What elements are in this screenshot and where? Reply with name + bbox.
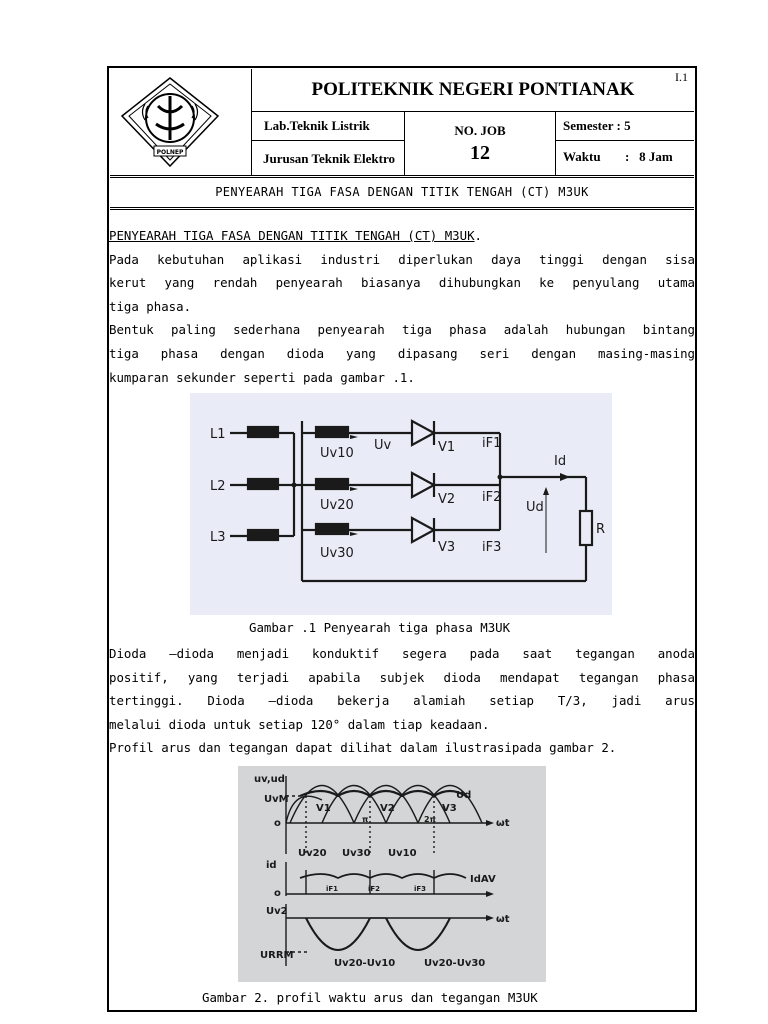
page-number: I.1 — [675, 70, 688, 84]
job-number: 12 — [470, 141, 490, 164]
waktu-label: Waktu — [563, 149, 601, 164]
svg-text:o: o — [274, 818, 281, 829]
svg-text:Uv30: Uv30 — [320, 546, 354, 561]
svg-text:V2: V2 — [438, 492, 456, 507]
svg-text:Uv20-Uv10: Uv20-Uv10 — [334, 958, 396, 969]
svg-text:iF1: iF1 — [326, 885, 339, 893]
svg-text:Uv20: Uv20 — [320, 498, 354, 513]
svg-text:V1: V1 — [438, 440, 456, 455]
figure2-waveform-diagram — [238, 766, 546, 982]
paragraph-line: tiga phasa dengan dioda yang dipasang seri dengan masing-masing — [109, 345, 695, 361]
job-label: NO. JOB — [454, 123, 506, 138]
paragraph-line: Dioda –dioda menjadi konduktif segera pada saat tegangan anoda — [109, 646, 695, 661]
paragraph-line: melalui dioda untuk setiap 120° dalam tiap keadaan. — [109, 716, 490, 732]
svg-text:V3: V3 — [438, 540, 456, 555]
svg-text:L3: L3 — [210, 530, 226, 545]
polnep-logo — [118, 76, 222, 169]
svg-text:R: R — [596, 522, 606, 537]
svg-text:Uv10: Uv10 — [388, 848, 417, 859]
svg-text:iF1: iF1 — [482, 436, 502, 451]
section2-text — [109, 642, 695, 760]
paragraph-line: kumparan sekunder seperti pada gambar .1. — [109, 369, 415, 385]
svg-text:ωt: ωt — [496, 914, 510, 925]
svg-text:π: π — [362, 815, 369, 824]
svg-text:L1: L1 — [210, 427, 226, 442]
paragraph-line: Bentuk paling sederhana penyearah tiga phasa adalah hubungan bintang — [109, 322, 695, 338]
svg-text:ωt: ωt — [496, 818, 510, 829]
svg-text:Ud: Ud — [456, 790, 472, 801]
figure1-circuit-diagram — [190, 393, 612, 615]
svg-text:iF2: iF2 — [368, 885, 381, 893]
figure1-caption: Gambar .1 Penyearah tiga phasa M3UK — [249, 620, 511, 635]
document-subtitle: PENYEARAH TIGA FASA DENGAN TITIK TENGAH (CT) M3UK — [215, 185, 589, 199]
waktu-value: : 8 Jam — [625, 149, 673, 164]
svg-text:iF3: iF3 — [414, 885, 427, 893]
svg-text:2π: 2π — [424, 815, 436, 824]
svg-text:o: o — [274, 888, 281, 899]
lab-name: Lab.Teknik Listrik — [264, 118, 370, 133]
svg-text:URRM: URRM — [260, 950, 294, 961]
semester: Semester : 5 — [563, 118, 631, 133]
paragraph-line: tiga phasa. — [109, 298, 192, 314]
svg-text:Ud: Ud — [526, 500, 544, 515]
svg-text:V3: V3 — [442, 803, 457, 814]
svg-text:Uv10: Uv10 — [320, 446, 354, 461]
svg-text:V2: V2 — [380, 803, 395, 814]
figure2-caption: Gambar 2. profil waktu arus dan tegangan M3UK — [202, 990, 538, 1005]
section-heading: PENYEARAH TIGA FASA DENGAN TITIK TENGAH (CT) M3UK — [109, 228, 475, 243]
department-name: Jurusan Teknik Elektro — [263, 150, 395, 166]
paragraph-line: kerut yang rendah penyearah biasanya dihubungkan ke penyulang utama — [109, 275, 695, 291]
svg-text:Id: Id — [554, 454, 567, 469]
paragraph-line: Pada kebutuhan aplikasi industri diperlukan daya tinggi dengan sisa — [109, 251, 695, 267]
svg-text:V1: V1 — [316, 803, 331, 814]
svg-text:Uv2: Uv2 — [266, 906, 288, 917]
svg-text:Uv20: Uv20 — [298, 848, 327, 859]
svg-text:uv,ud: uv,ud — [254, 774, 285, 785]
svg-text:Uv20-Uv30: Uv20-Uv30 — [424, 958, 486, 969]
paragraph-line: Profil arus dan tegangan dapat dilihat dalam ilustrasipada gambar 2. — [109, 740, 617, 756]
svg-text:Uv30: Uv30 — [342, 848, 371, 859]
svg-text:iF3: iF3 — [482, 540, 502, 555]
svg-text:IdAV: IdAV — [470, 874, 496, 885]
paragraph-line: tertinggi. Dioda –dioda bekerja alamiah setiap T/3, jadi arus — [109, 693, 695, 709]
section1-text: PENYEARAH TIGA FASA DENGAN TITIK TENGAH (CT) M3UK. Pada kebutuhan aplikasi industri diperlukan daya tinggi dengan sisa kerut yang rendah penyearah biasanya dihubungkan ke penyulang utama tiga phasa. Bentuk paling sederhana penyearah tiga phasa adalah hubungan bintang tiga phasa dengan dioda yang dipasang seri dengan masing-masing kumparan sekunder seperti pada gambar .1. — [109, 224, 695, 389]
svg-text:iF2: iF2 — [482, 490, 502, 505]
paragraph-line: positif, yang terjadi apabila subjek dioda mendapat tegangan phasa — [109, 669, 695, 685]
institution-title: POLITEKNIK NEGERI PONTIANAK — [311, 79, 635, 100]
svg-text:POLNEP: POLNEP — [156, 149, 184, 156]
svg-text:UvM: UvM — [264, 794, 289, 805]
svg-text:L2: L2 — [210, 479, 226, 494]
svg-text:Uv: Uv — [374, 438, 392, 453]
svg-text:id: id — [266, 860, 277, 871]
